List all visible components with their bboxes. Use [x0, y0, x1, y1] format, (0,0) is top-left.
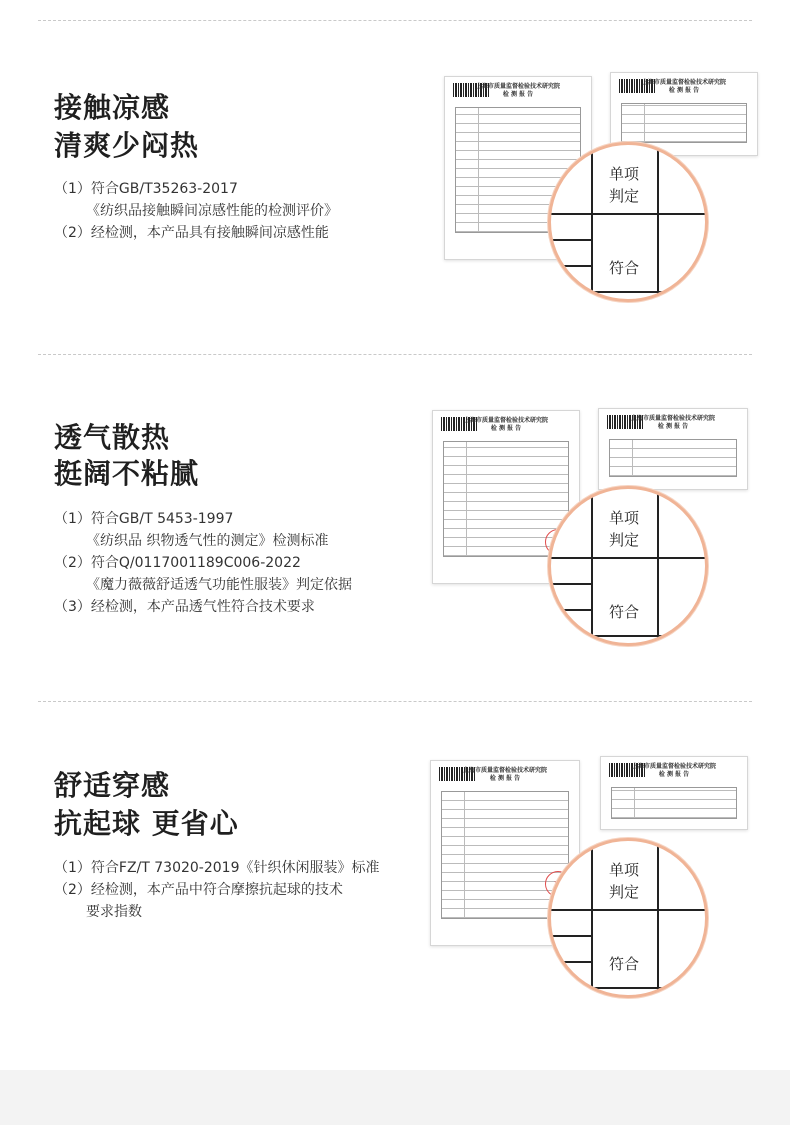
judgement-result: 符合 — [609, 955, 640, 973]
test-report-images — [430, 404, 780, 674]
desc-line: 《纺织品接触瞬间凉感性能的检测评价》 — [86, 203, 338, 219]
table-line — [591, 841, 593, 998]
desc-line: 《纺织品 织物透气性的测定》检测标准 — [86, 533, 329, 549]
report-header: 上海市质量监督检验技术研究院 检 测 报 告 — [463, 417, 548, 432]
table-line — [657, 489, 659, 646]
desc-line: （1）符合FZ/T 73020-2019《针织休闲服装》标准 — [54, 860, 380, 876]
table-line — [551, 635, 708, 637]
magnified-judgement-cell — [548, 486, 708, 646]
report-table — [621, 103, 747, 143]
judgement-header: 单项 判定 — [609, 165, 640, 205]
report-header: 上海市质量监督检验技术研究院 检 测 报 告 — [641, 79, 726, 94]
section-title: 舒适穿感 — [54, 769, 171, 802]
judgement-result: 符合 — [609, 603, 640, 621]
table-line — [551, 961, 591, 963]
judgement-header: 单项 判定 — [609, 861, 640, 901]
section-subtitle: 抗起球 更省心 — [54, 807, 239, 840]
desc-line: （2）经检测，本产品具有接触瞬间凉感性能 — [54, 225, 329, 241]
magnified-judgement-cell — [548, 838, 708, 998]
table-line — [657, 145, 659, 302]
report-header: 上海市质量监督检验技术研究院 检 测 报 告 — [475, 83, 560, 98]
divider — [38, 20, 752, 21]
divider — [38, 354, 752, 355]
section-title: 透气散热 — [54, 421, 171, 454]
section-subtitle: 挺阔不粘腻 — [54, 457, 200, 490]
table-line — [551, 987, 708, 989]
report-table — [611, 787, 737, 819]
section-title: 接触凉感 — [54, 91, 171, 124]
desc-line: （1）符合GB/T35263-2017 — [54, 181, 238, 197]
magnified-judgement-cell — [548, 142, 708, 302]
table-line — [591, 145, 593, 302]
desc-line: （2）符合Q/0117001189C006-2022 — [54, 555, 301, 571]
report-header: 上海市质量监督检验技术研究院 检 测 报 告 — [630, 415, 715, 430]
desc-line: （3）经检测，本产品透气性符合技术要求 — [54, 599, 315, 615]
table-line — [657, 841, 659, 998]
test-report-page-2 — [600, 756, 748, 830]
section-subtitle: 清爽少闷热 — [54, 129, 200, 162]
bottom-band — [0, 1070, 790, 1125]
table-line — [551, 935, 591, 937]
test-report-images — [430, 754, 780, 1024]
test-report-page-2 — [598, 408, 748, 490]
test-report-images — [430, 72, 780, 342]
desc-line: （1）符合GB/T 5453-1997 — [54, 511, 234, 527]
table-line — [551, 239, 591, 241]
table-line — [551, 609, 591, 611]
table-line — [551, 213, 708, 215]
table-line — [551, 583, 591, 585]
report-table — [609, 439, 737, 477]
desc-line: （2）经检测，本产品中符合摩擦抗起球的技术 — [54, 882, 343, 898]
judgement-header: 单项 判定 — [609, 509, 640, 549]
table-line — [551, 557, 708, 559]
report-header: 上海市质量监督检验技术研究院 检 测 报 告 — [631, 763, 716, 778]
desc-line: 《魔力薇薇舒适透气功能性服装》判定依据 — [86, 577, 352, 593]
table-line — [551, 909, 708, 911]
desc-line: 要求指数 — [86, 904, 142, 920]
table-line — [551, 291, 708, 293]
section-description — [54, 178, 414, 244]
judgement-result: 符合 — [609, 259, 640, 277]
divider — [38, 701, 752, 702]
section-description — [54, 508, 414, 618]
section-description — [54, 857, 414, 923]
table-line — [591, 489, 593, 646]
table-line — [551, 265, 591, 267]
report-header: 上海市质量监督检验技术研究院 检 测 报 告 — [462, 767, 547, 782]
